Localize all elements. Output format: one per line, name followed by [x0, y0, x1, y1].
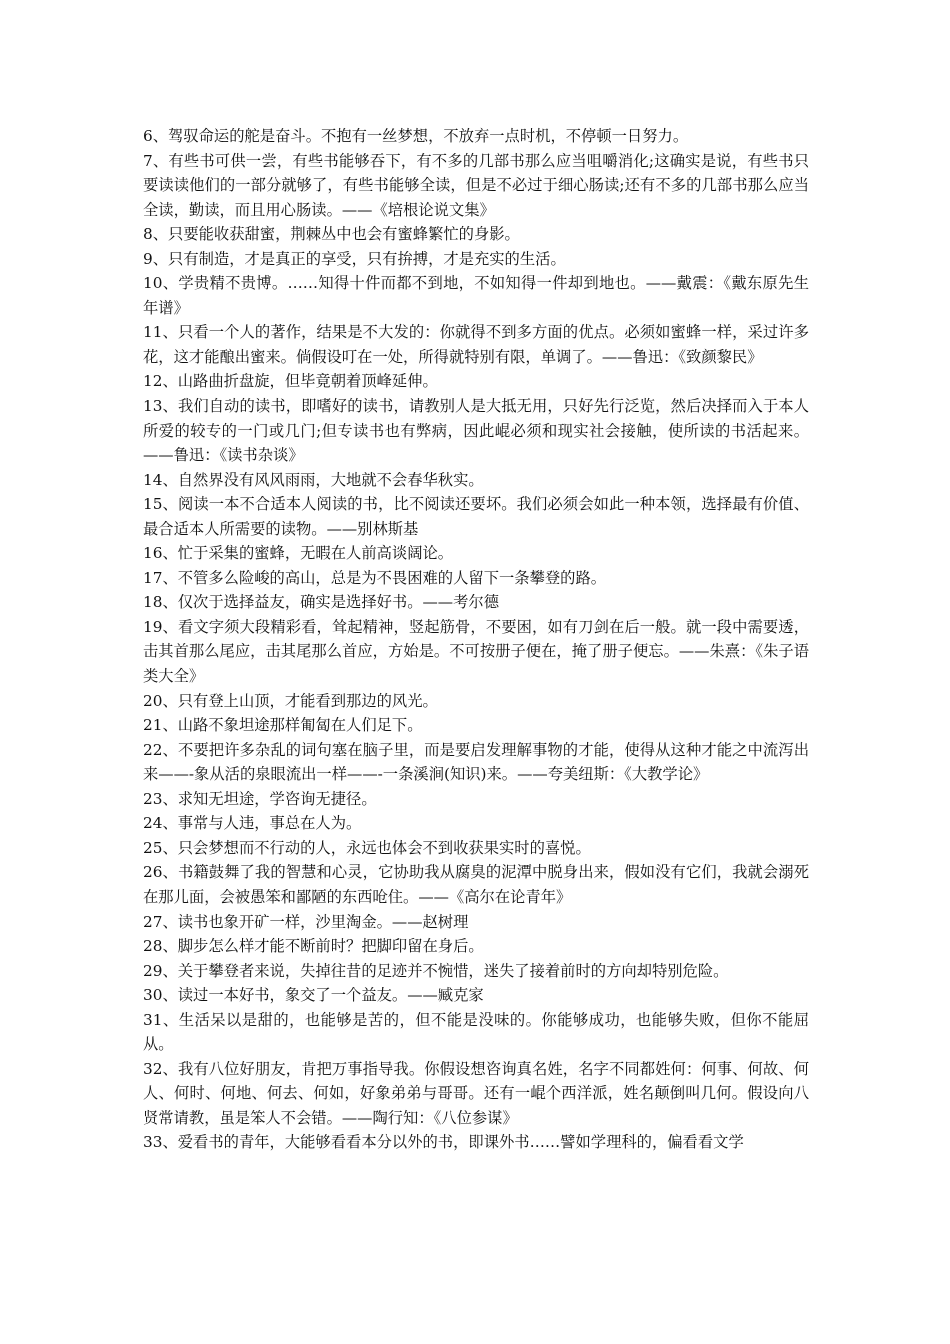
paragraph-20: 20、只有登上山顶，才能看到那边的风光。: [143, 691, 438, 710]
paragraph-19: 19、看文字须大段精彩看，耸起精神，竖起筋骨，不要困，如有刀剑在后一般。就一段中需要透，击其首那么尾应，击其尾那么首应，方始是。不可按册子便在，掩了册子便忘。——朱熹：《朱子语类大全》: [143, 617, 809, 686]
document-body: [143, 124, 809, 1155]
paragraph-12: 12、山路曲折盘旋，但毕竟朝着顶峰延伸。: [143, 372, 438, 391]
paragraph-31: 31、生活呆以是甜的，也能够是苦的，但不能是没味的。你能够成功，也能够失败，但你不能屈从。: [143, 1010, 809, 1054]
paragraph-13: 13、我们自动的读书，即嗜好的读书，请教别人是大抵无用，只好先行泛览，然后决择而入于本人所爱的较专的一门或几门;但专读书也有弊病，因此崐必须和现实社会接触，使所读的书活起来。——鲁迅：《读书杂谈》: [143, 397, 809, 465]
paragraph-11: 11、只看一个人的著作，结果是不大发的：你就得不到多方面的优点。必须如蜜蜂一样，采过许多花，这才能酿出蜜来。倘假设叮在一处，所得就特别有限，单调了。——鲁迅：《致颜黎民》: [143, 323, 809, 366]
paragraph-18: 18、仅次于选择益友，确实是选择好书。——考尔德: [143, 593, 499, 612]
paragraph-25: 25、只会梦想而不行动的人，永远也体会不到收获果实时的喜悦。: [143, 838, 591, 857]
paragraph-8: 8、只要能收获甜蜜，荆棘丛中也会有蜜蜂繁忙的身影。: [143, 225, 520, 244]
paragraph-22: 22、不要把许多杂乱的词句塞在脑子里，而是要启发理解事物的才能，使得从这种才能之中流泻出来——-象从活的泉眼流出一样——-一条溪涧(知识)来。——夸美纽斯：《大教学论》: [143, 740, 809, 784]
paragraph-28: 28、脚步怎么样才能不断前时？把脚印留在身后。: [143, 937, 484, 956]
paragraph-6: 6、驾驭命运的舵是奋斗。不抱有一丝梦想，不放弃一点时机，不停顿一日努力。: [143, 127, 689, 145]
paragraph-24: 24、事常与人违，事总在人为。: [143, 814, 362, 833]
paragraph-10: 10、学贵精不贵博。……知得十件而都不到地，不如知得一件却到地也。——戴震：《戴东原先生年谱》: [143, 274, 809, 317]
paragraph-23: 23、求知无坦途，学咨询无捷径。: [143, 789, 377, 808]
paragraph-33: 33、爱看书的青年，大能够看看本分以外的书，即课外书……譬如学理科的，偏看看文学: [143, 1133, 744, 1152]
paragraph-9: 9、只有制造，才是真正的享受，只有拚搏，才是充实的生活。: [143, 249, 566, 268]
paragraph-16: 16、忙于采集的蜜蜂，无暇在人前高谈阔论。: [143, 544, 454, 563]
paragraph-27: 27、读书也象开矿一样，沙里淘金。——赵树理: [143, 912, 469, 931]
paragraph-29: 29、关于攀登者来说，失掉往昔的足迹并不惋惜，迷失了接着前时的方向却特别危险。: [143, 961, 729, 980]
paragraph-14: 14、自然界没有风风雨雨，大地就不会春华秋实。: [143, 470, 484, 489]
paragraph-21: 21、山路不象坦途那样匍匐在人们足下。: [143, 716, 423, 735]
paragraph-17: 17、不管多么险峻的高山，总是为不畏困难的人留下一条攀登的路。: [143, 568, 607, 587]
paragraph-7: 7、有些书可供一尝，有些书能够吞下，有不多的几部书那么应当咀嚼消化;这确实是说，有些书只要读读他们的一部分就够了，有些书能够全读，但是不必过于细心肠读;还有不多的几部书那么应当全读，勤读，而且用心肠读。——《培根论说文集》: [143, 151, 809, 219]
paragraph-32: 32、我有八位好朋友，肯把万事指导我。你假设想咨询真名姓，名字不同都姓何：何事、何故、何人、何时、何地、何去、何如，好象弟弟与哥哥。还有一崐个西洋派，姓名颠倒叫几何。假设向八贤常请教，虽是笨人不会错。——陶行知：《八位参谋》: [143, 1059, 809, 1127]
paragraph-26: 26、书籍鼓舞了我的智慧和心灵，它协助我从腐臭的泥潭中脱身出来，假如没有它们，我就会溺死在那儿面，会被愚笨和鄙陋的东西呛住。——《高尔在论青年》: [143, 863, 809, 906]
paragraph-30: 30、读过一本好书，象交了一个益友。——臧克家: [143, 986, 484, 1005]
paragraph-15: 15、阅读一本不合适本人阅读的书，比不阅读还要坏。我们必须会如此一种本领，选择最有价值、最合适本人所需要的读物。——别林斯基: [143, 495, 809, 538]
